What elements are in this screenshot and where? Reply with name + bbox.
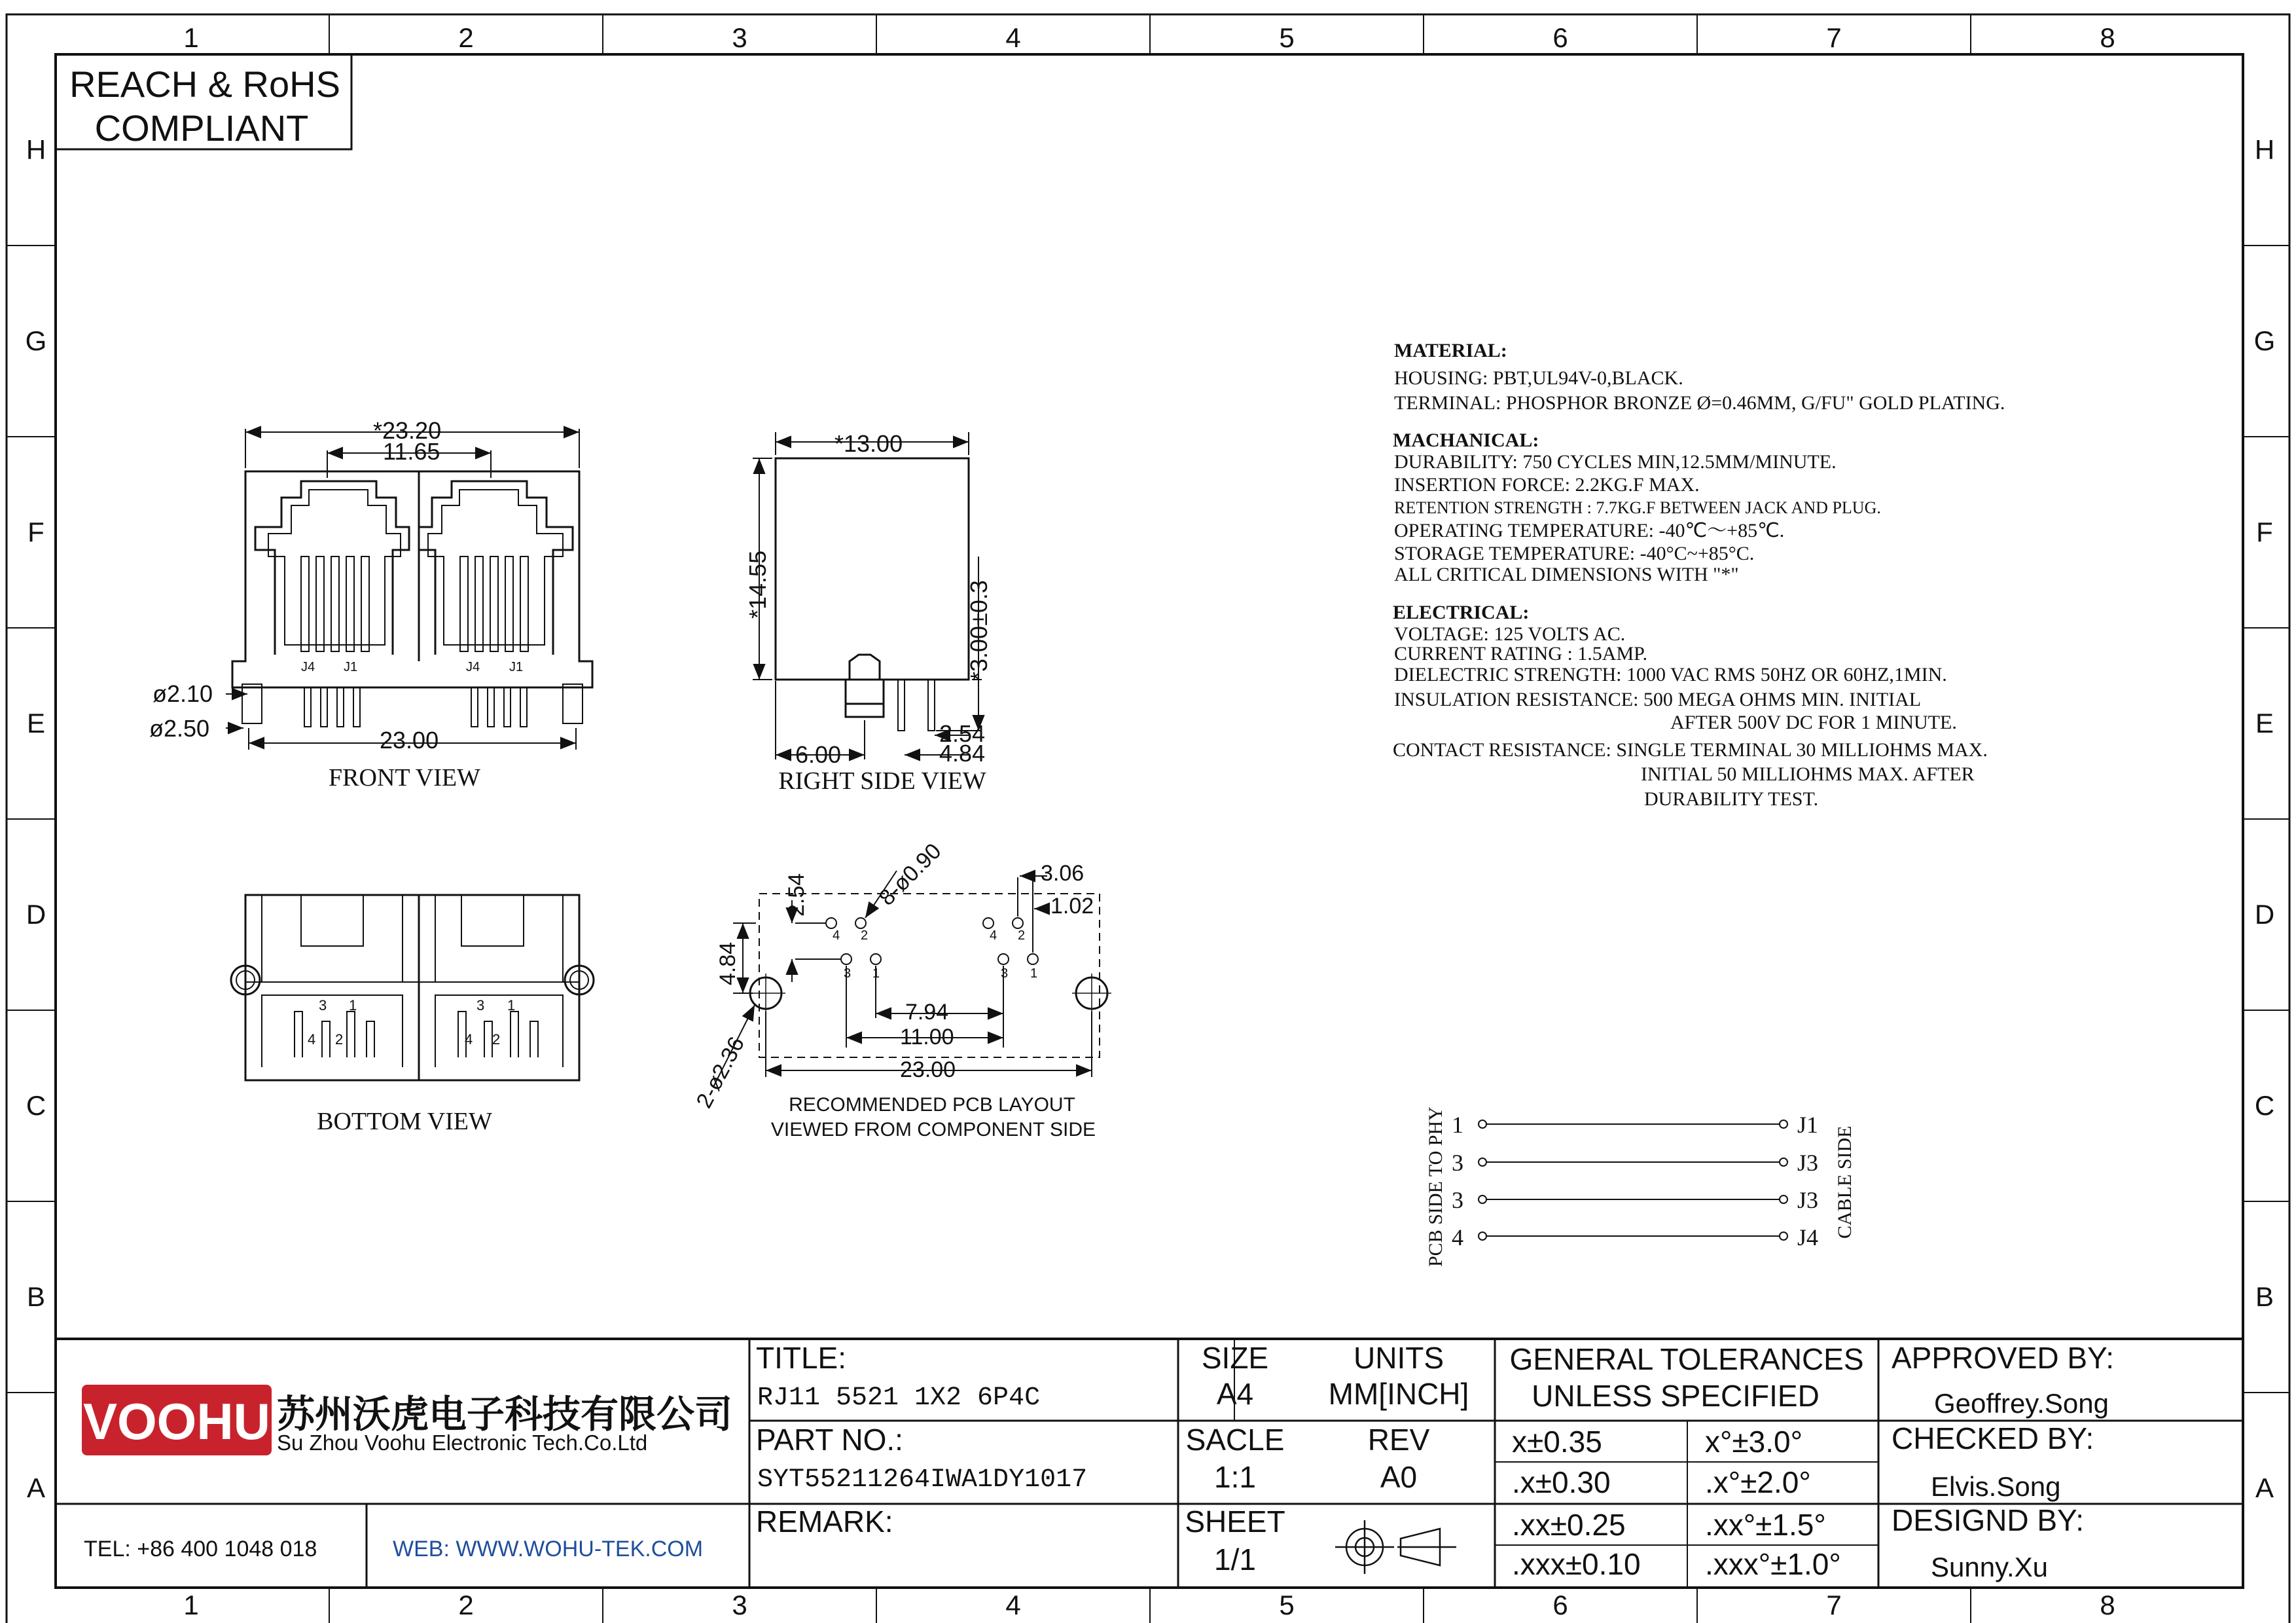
pcb-pin-label: 1 bbox=[872, 966, 880, 981]
mechanical-heading: MACHANICAL: bbox=[1393, 429, 1539, 451]
dim-pin-spacing: 2.54 bbox=[939, 720, 986, 747]
front-pin-label: J1 bbox=[509, 660, 524, 674]
spec-line: DURABILITY TEST. bbox=[1644, 788, 1819, 810]
wiring-right-pin: J1 bbox=[1797, 1112, 1819, 1138]
tolerance-linear: .xx±0.25 bbox=[1512, 1508, 1626, 1542]
company-tel: TEL: +86 400 1048 018 bbox=[84, 1537, 317, 1561]
pcb-dim-2-54: 2.54 bbox=[784, 873, 809, 917]
col-label-3: 3 bbox=[732, 22, 747, 53]
col-label-1: 1 bbox=[183, 22, 199, 53]
pcb-pin-label: 4 bbox=[990, 928, 997, 943]
front-pin-label: J4 bbox=[466, 660, 480, 674]
pcb-layout-title: RECOMMENDED PCB LAYOUT bbox=[789, 1094, 1075, 1116]
dim-depth: *13.00 bbox=[834, 430, 903, 457]
title-label: TITLE: bbox=[756, 1341, 847, 1375]
spec-line: INITIAL 50 MILLIOHMS MAX. AFTER bbox=[1641, 763, 1975, 785]
col-label-6: 6 bbox=[1552, 22, 1568, 53]
bottom-view-title: BOTTOM VIEW bbox=[317, 1108, 492, 1135]
wiring-labels bbox=[1425, 1106, 1856, 1267]
pcb-pin-label: 2 bbox=[1018, 928, 1026, 943]
front-view-labels bbox=[149, 417, 523, 754]
spec-line: INSULATION RESISTANCE: 500 MEGA OHMS MIN. INITIAL bbox=[1394, 689, 1922, 710]
spec-line: DURABILITY: 750 CYCLES MIN,12.5MM/MINUTE. bbox=[1394, 451, 1837, 473]
compliance-line1: REACH & RoHS bbox=[69, 64, 340, 105]
row-label-E: E bbox=[26, 708, 46, 739]
bottom-view bbox=[231, 895, 594, 1080]
row-label-C: C bbox=[26, 1090, 46, 1121]
spec-line: TERMINAL: PHOSPHOR BRONZE Ø=0.46MM, G/FU" GOLD PLATING. bbox=[1394, 392, 2005, 414]
pcb-pin-label: 2 bbox=[861, 928, 869, 943]
cable-side-label: CABLE SIDE bbox=[1834, 1125, 1856, 1239]
spec-line: DIELECTRIC STRENGTH: 1000 VAC RMS 50HZ OR 60HZ,1MIN. bbox=[1394, 664, 1947, 685]
dim-base-width: 23.00 bbox=[380, 727, 439, 754]
tolerance-angular: .xx°±1.5° bbox=[1705, 1508, 1826, 1542]
tolerance-angular: .x°±2.0° bbox=[1705, 1465, 1811, 1499]
dim-height: *14.55 bbox=[744, 550, 771, 619]
pcb-pin-label: 4 bbox=[833, 928, 840, 943]
wiring-right-pin: J3 bbox=[1797, 1150, 1819, 1176]
dim-pin-length: *3.00±0.3 bbox=[965, 580, 992, 681]
col-label-4: 4 bbox=[1005, 22, 1021, 53]
pcb-dim-7-94: 7.94 bbox=[905, 1000, 949, 1025]
col-label-5: 5 bbox=[1279, 22, 1295, 53]
units-label: UNITS bbox=[1354, 1341, 1444, 1375]
pcb-dim-11-00: 11.00 bbox=[900, 1025, 954, 1049]
part-no-value: SYT55211264IWA1DY1017 bbox=[757, 1465, 1088, 1495]
spec-line: AFTER 500V DC FOR 1 MINUTE. bbox=[1670, 712, 1957, 733]
right-side-view bbox=[753, 432, 982, 759]
tolerances-label-2: UNLESS SPECIFIED bbox=[1532, 1379, 1820, 1413]
tolerance-linear: x±0.35 bbox=[1512, 1425, 1602, 1459]
grid-labels bbox=[26, 22, 2276, 1620]
pcb-pin-label: 3 bbox=[844, 966, 852, 981]
pcb-side-label: PCB SIDE TO PHY bbox=[1425, 1106, 1446, 1267]
pcb-dim-3-06: 3.06 bbox=[1041, 861, 1085, 886]
col-label-4b: 4 bbox=[1005, 1590, 1021, 1620]
bottom-pin-label: 1 bbox=[507, 997, 516, 1013]
pcb-layout-subtitle: VIEWED FROM COMPONENT SIDE bbox=[770, 1119, 1096, 1140]
pcb-pin-label: 1 bbox=[1030, 966, 1038, 981]
pcb-dim-1-02: 1.02 bbox=[1050, 894, 1094, 919]
frame bbox=[7, 14, 2289, 1623]
front-pin-label: J4 bbox=[301, 660, 315, 674]
material-heading: MATERIAL: bbox=[1394, 340, 1507, 361]
spec-line: INSERTION FORCE: 2.2KG.F MAX. bbox=[1394, 474, 1700, 496]
col-label-1b: 1 bbox=[183, 1590, 199, 1620]
title-block-fields bbox=[756, 1341, 2114, 1582]
bottom-pin-label: 3 bbox=[319, 997, 327, 1013]
company-name-en: Su Zhou Voohu Electronic Tech.Co.Ltd bbox=[277, 1431, 648, 1455]
col-label-3b: 3 bbox=[732, 1590, 747, 1620]
dim-hole-small: ø2.10 bbox=[152, 680, 213, 707]
part-no-label: PART NO.: bbox=[756, 1423, 903, 1457]
company-logo bbox=[82, 1385, 272, 1455]
spec-line: CURRENT RATING : 1.5AMP. bbox=[1394, 643, 1647, 665]
row-label-D-r: D bbox=[2254, 899, 2275, 930]
tolerance-linear: .xxx±0.10 bbox=[1512, 1547, 1641, 1581]
approved-by-label: APPROVED BY: bbox=[1892, 1341, 2115, 1375]
remark-label: REMARK: bbox=[756, 1504, 893, 1539]
spec-line: VOLTAGE: 125 VOLTS AC. bbox=[1394, 623, 1626, 645]
spec-line: STORAGE TEMPERATURE: -40°C~+85°C. bbox=[1394, 543, 1755, 564]
tolerances-label-1: GENERAL TOLERANCES bbox=[1509, 1342, 1864, 1376]
title-block-grid bbox=[56, 1339, 2243, 1588]
pcb-dim-4-84: 4.84 bbox=[715, 941, 740, 985]
spec-line: OPERATING TEMPERATURE: -40℃～+85℃. bbox=[1394, 520, 1785, 541]
logo-text: VOOHU bbox=[82, 1393, 271, 1450]
row-label-A-r: A bbox=[2255, 1472, 2274, 1503]
electrical-heading: ELECTRICAL: bbox=[1393, 602, 1530, 623]
col-label-6b: 6 bbox=[1552, 1590, 1568, 1620]
wiring-right-pin: J3 bbox=[1797, 1187, 1819, 1213]
front-view-title: FRONT VIEW bbox=[329, 764, 480, 792]
bottom-pin-label: 4 bbox=[308, 1031, 316, 1048]
wiring-left-pin: 1 bbox=[1452, 1112, 1463, 1138]
projection-symbol-icon bbox=[1335, 1520, 1456, 1574]
checked-by-label: CHECKED BY: bbox=[1892, 1421, 2094, 1455]
row-label-F: F bbox=[27, 517, 45, 547]
designed-by-label: DESIGND BY: bbox=[1892, 1503, 2084, 1537]
spec-line: HOUSING: PBT,UL94V-0,BLACK. bbox=[1394, 367, 1683, 389]
sheet-label: SHEET bbox=[1185, 1504, 1285, 1539]
compliance-box bbox=[56, 54, 351, 149]
row-label-E-r: E bbox=[2255, 708, 2274, 739]
col-label-5b: 5 bbox=[1279, 1590, 1295, 1620]
row-label-B: B bbox=[26, 1281, 46, 1312]
company-name-cn: 苏州沃虎电子科技有限公司 bbox=[277, 1393, 733, 1436]
wiring-left-pin: 4 bbox=[1452, 1224, 1463, 1250]
wiring-diagram bbox=[1479, 1120, 1787, 1240]
spec-line: CONTACT RESISTANCE: SINGLE TERMINAL 30 MILLIOHMS MAX. bbox=[1393, 739, 1988, 761]
row-label-D: D bbox=[26, 899, 46, 930]
pcb-dim-peg: 2-ø2.36 bbox=[691, 1032, 750, 1112]
bottom-pin-label: 2 bbox=[492, 1031, 501, 1048]
units-value: MM[INCH] bbox=[1328, 1377, 1469, 1411]
col-label-7: 7 bbox=[1826, 22, 1842, 53]
col-label-2: 2 bbox=[458, 22, 474, 53]
bottom-pin-label: 4 bbox=[465, 1031, 473, 1048]
bottom-pin-label: 1 bbox=[349, 997, 357, 1013]
approved-by-value: Geoffrey.Song bbox=[1934, 1388, 2109, 1419]
row-label-G-r: G bbox=[2253, 325, 2276, 356]
col-label-7b: 7 bbox=[1826, 1590, 1842, 1620]
compliance-line2: COMPLIANT bbox=[94, 107, 309, 149]
tolerance-angular: x°±3.0° bbox=[1705, 1425, 1803, 1459]
rev-label: REV bbox=[1367, 1423, 1430, 1457]
front-pin-label: J1 bbox=[344, 660, 358, 674]
col-label-8: 8 bbox=[2100, 22, 2115, 53]
row-label-G: G bbox=[25, 325, 47, 356]
wiring-left-pin: 3 bbox=[1452, 1150, 1463, 1176]
designed-by-value: Sunny.Xu bbox=[1931, 1552, 2049, 1582]
row-label-C-r: C bbox=[2254, 1090, 2275, 1121]
front-view bbox=[226, 429, 592, 750]
bottom-pin-label: 2 bbox=[335, 1031, 344, 1048]
tolerance-angular: .xxx°±1.0° bbox=[1705, 1547, 1841, 1581]
row-label-A: A bbox=[26, 1472, 46, 1503]
pcb-dim-holes: 8-ø0.90 bbox=[874, 838, 946, 911]
row-label-F-r: F bbox=[2256, 517, 2273, 547]
dim-pin-span: 4.84 bbox=[939, 740, 986, 767]
wiring-right-pin: J4 bbox=[1797, 1224, 1819, 1250]
rev-value: A0 bbox=[1380, 1460, 1418, 1494]
pcb-pin-label: 3 bbox=[1001, 966, 1009, 981]
pcb-dim-23-00: 23.00 bbox=[900, 1057, 956, 1082]
company-web: WEB: WWW.WOHU-TEK.COM bbox=[393, 1537, 704, 1561]
right-side-view-title: RIGHT SIDE VIEW bbox=[778, 767, 986, 795]
size-value: A4 bbox=[1216, 1377, 1254, 1411]
dim-hole-large: ø2.50 bbox=[149, 715, 210, 742]
dim-port-pitch: 11.65 bbox=[383, 438, 440, 465]
scale-value: 1:1 bbox=[1214, 1460, 1256, 1494]
title-value: RJ11 5521 1X2 6P4C bbox=[757, 1383, 1041, 1413]
wiring-left-pin: 3 bbox=[1452, 1187, 1463, 1213]
col-label-8b: 8 bbox=[2100, 1590, 2115, 1620]
tolerance-linear: .x±0.30 bbox=[1512, 1465, 1611, 1499]
sheet-value: 1/1 bbox=[1214, 1542, 1256, 1577]
col-label-2b: 2 bbox=[458, 1590, 474, 1620]
spec-line: RETENTION STRENGTH : 7.7KG.F BETWEEN JACK AND PLUG. bbox=[1394, 498, 1881, 517]
checked-by-value: Elvis.Song bbox=[1931, 1471, 2061, 1502]
size-label: SIZE bbox=[1201, 1341, 1269, 1375]
row-label-H-r: H bbox=[2254, 134, 2275, 165]
dim-peg-offset: 6.00 bbox=[795, 741, 842, 768]
scale-label: SACLE bbox=[1185, 1423, 1285, 1457]
spec-line: ALL CRITICAL DIMENSIONS WITH "*" bbox=[1394, 564, 1739, 585]
dim-overall-width: *23.20 bbox=[373, 417, 442, 444]
row-label-H: H bbox=[26, 134, 46, 165]
spec-notes bbox=[1393, 340, 2005, 810]
row-label-B-r: B bbox=[2255, 1281, 2274, 1312]
bottom-pin-label: 3 bbox=[476, 997, 485, 1013]
